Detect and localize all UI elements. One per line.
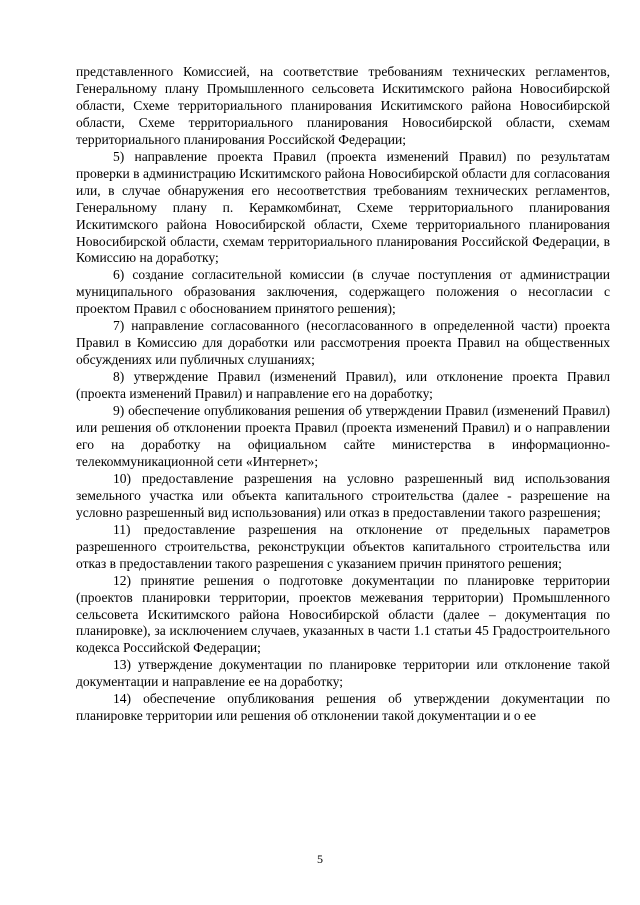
paragraph-item-6: 6) создание согласительной комиссии (в случае поступления от администрации муниципального образования заключения, содержащего положения о несогласии с проектом Правил с обоснованием принятого решения); — [76, 267, 610, 317]
paragraph-item-10: 10) предоставление разрешения на условно разрешенный вид использования земельного участка или объекта капитального строительства (далее - разрешение на условно разрешенный вид использования) или отказ в предоставлении такого разрешения; — [76, 470, 610, 520]
paragraph-item-13: 13) утверждение документации по планировке территории или отклонение такой документации и направление ее на доработку; — [76, 657, 610, 690]
paragraph-item-11: 11) предоставление разрешения на отклонение от предельных параметров разрешенного строительства, реконструкции объектов капитального строительства или отказ в предоставлении такого разрешения с указанием причин принятого решения; — [76, 521, 610, 571]
paragraph-item-5: 5) направление проекта Правил (проекта изменений Правил) по результатам проверки в администрацию Искитимского района Новосибирской области для согласования или, в случае обнаружения его несоответствия требованиям технических регламентов, Генеральному плану п. Керамкомбинат, Схеме территориального планирования Искитимского района Новосибирской области, Схеме территориального планирования Новосибирской области, схемам территориального планирования Российской Федерации, в Комиссию на доработку; — [76, 148, 610, 266]
paragraph-item-8: 8) утверждение Правил (изменений Правил), или отклонение проекта Правил (проекта изменений Правил) и направление его на доработку; — [76, 369, 610, 402]
document-page — [76, 64, 610, 725]
paragraph-item-12: 12) принятие решения о подготовке документации по планировке территории (проектов планировки территории, проектов межевания территории) Промышленного сельсовета Искитимского района Новосибирской области (далее – документация по планировке), за исключением случаев, указанных в части 1.1 статьи 45 Градостроительного кодекса Российской Федерации; — [76, 572, 610, 656]
page-number: 5 — [317, 852, 323, 866]
paragraph-item-9: 9) обеспечение опубликования решения об утверждении Правил (изменений Правил) или решения об отклонении проекта Правил (проекта изменений Правил) и о направлении его на доработку на официальном сайте министерства в информационно-телекоммуникационной сети «Интернет»; — [76, 403, 610, 469]
paragraph-intro: представленного Комиссией, на соответствие требованиям технических регламентов, Генеральному плану Промышленного сельсовета Искитимского района Новосибирской области, Схеме территориального планирования Искитимского района Новосибирской области, Схеме территориального планирования Новосибирской области, схемам территориального планирования Российской Федерации; — [76, 64, 610, 147]
paragraph-item-14: 14) обеспечение опубликования решения об утверждении документации по планировке территории или решения об отклонении такой документации и о ее — [76, 691, 610, 724]
paragraph-item-7: 7) направление согласованного (несогласованного в определенной части) проекта Правил в Комиссию для доработки или рассмотрения проекта Правил на общественных обсуждениях или публичных слушаниях; — [76, 318, 610, 368]
